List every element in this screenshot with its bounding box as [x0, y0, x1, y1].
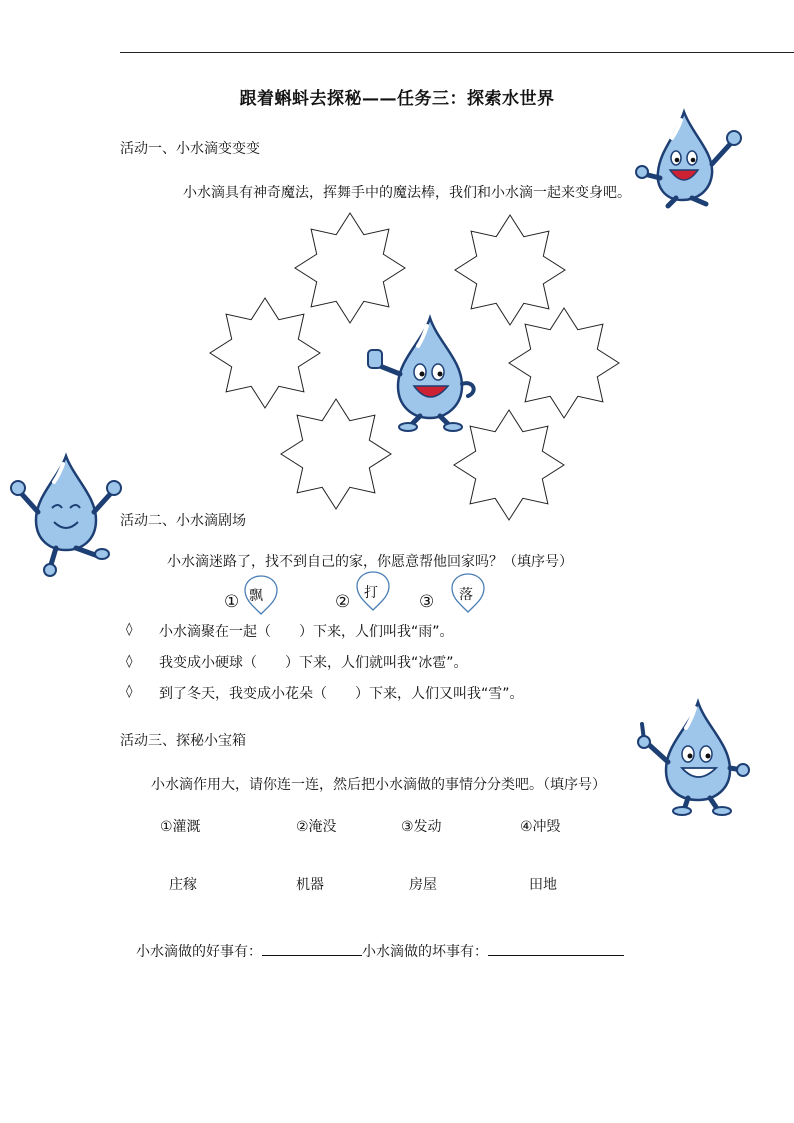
- classification-row: [136, 941, 624, 961]
- option-number-1: ①: [224, 592, 240, 612]
- good-deeds-label: 小水滴做的好事有：: [136, 944, 262, 960]
- bad-deeds-label: 小水滴做的坏事有：: [362, 944, 488, 960]
- sentence-hail: 我变成小硬球（ ）下来，人们就叫我“冰雹”。: [159, 655, 468, 671]
- activity3-intro: 小水滴作用大，请你连一连，然后把小水滴做的事情分分类吧。（填序号）: [151, 777, 606, 793]
- pointing-drop-mascot-icon: [632, 698, 750, 816]
- option-number-2: ②: [335, 592, 351, 612]
- activity2-intro: 小水滴迷路了，找不到自己的家，你愿意帮他回家吗？（填序号）: [167, 554, 573, 570]
- star-outline-icon: [455, 215, 565, 325]
- star-outline-icon: [295, 213, 405, 323]
- object-machine: 机器: [296, 877, 324, 893]
- action-flood: ②淹没: [296, 819, 337, 835]
- star-outline-icon: [210, 298, 320, 408]
- action-destroy: ④冲毁: [520, 819, 561, 835]
- bullet-icon: ◊: [126, 684, 133, 699]
- action-power: ③发动: [401, 819, 442, 835]
- activity3-heading: 活动三、探秘小宝箱: [120, 733, 246, 749]
- sentence-snow: 到了冬天，我变成小花朵（ ）下来，人们又叫我“雪”。: [159, 686, 524, 702]
- activity1-intro: 小水滴具有神奇魔法，挥舞手中的魔法棒，我们和小水滴一起来变身吧。: [183, 185, 631, 201]
- activity2-heading: 活动二、小水滴剧场: [120, 513, 246, 529]
- option-char-1: 飘: [249, 588, 263, 604]
- option-char-3: 落: [459, 587, 473, 603]
- option-number-3: ③: [419, 592, 435, 612]
- cheering-drop-mascot-icon: [10, 452, 122, 578]
- good-deeds-blank[interactable]: [262, 941, 362, 956]
- sentence-rain: 小水滴聚在一起（ ）下来，人们叫我“雨”。: [159, 624, 454, 640]
- thumbs-up-drop-mascot-icon: [368, 314, 488, 434]
- action-irrigate: ①灌溉: [160, 819, 201, 835]
- option-char-2: 打: [364, 585, 378, 601]
- bullet-icon: ◊: [126, 654, 133, 669]
- object-crops: 庄稼: [169, 877, 197, 893]
- star-outline-icon: [509, 308, 619, 418]
- bad-deeds-blank[interactable]: [488, 941, 624, 956]
- activity1-heading: 活动一、小水滴变变变: [120, 141, 260, 157]
- page-title: 跟着蝌蚪去探秘——任务三：探索水世界: [239, 89, 555, 109]
- object-field: 田地: [529, 877, 557, 893]
- bullet-icon: ◊: [126, 622, 133, 637]
- object-house: 房屋: [409, 877, 437, 893]
